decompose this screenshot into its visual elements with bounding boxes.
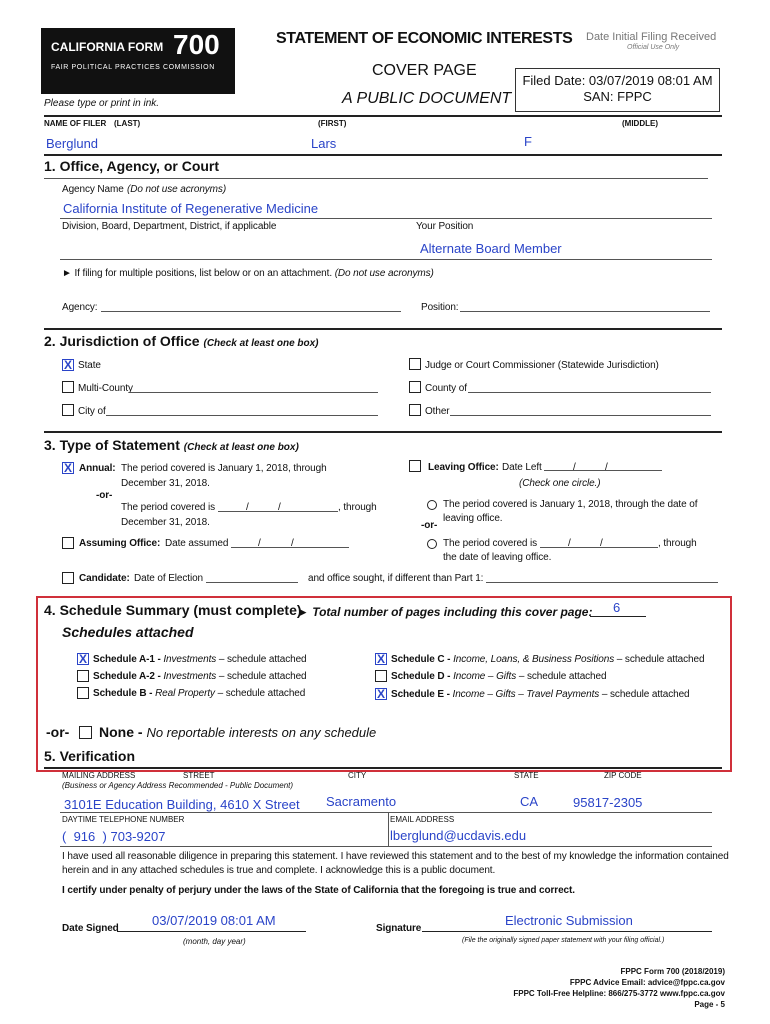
period-through: , through [338,502,377,513]
page-title: STATEMENT OF ECONOMIC INTERESTS [276,30,573,47]
annual-text2: December 31, 2018. [121,478,210,489]
leave-option1-radio[interactable] [427,500,437,510]
period-slash-2: / [278,502,281,513]
zip-field[interactable]: 95817-2305 [573,795,643,810]
total-pages-value[interactable]: 6 [613,600,621,615]
section2-divider [44,431,722,433]
leave-option2-radio[interactable] [427,539,437,549]
period-slash-1: / [246,502,249,513]
position-field[interactable]: Alternate Board Member [420,241,562,256]
leave-option2-text: The period covered is [443,538,538,549]
schedule-d-checkbox[interactable] [375,670,387,682]
leave-or: -or- [421,520,438,531]
date-assumed-field[interactable] [231,547,349,548]
leave-option1-text2: leaving office. [443,513,503,524]
signature-line [422,931,712,932]
official-use-label: Official Use Only [627,44,680,51]
other-label: Other [425,406,450,417]
agency2-field[interactable] [101,311,401,312]
multiple-positions-note: ► If filing for multiple positions, list below or on an attachment. (Do not use acronyms) [62,268,434,279]
date-format-note: (month, day year) [183,937,246,946]
position2-label: Position: [421,302,459,313]
signature-note: (File the originally signed paper statement with your filing official.) [462,937,665,944]
section1-divider [44,328,722,330]
agency-name-label: Agency Name [62,184,124,195]
footer-advice-email: FPPC Advice Email: advice@fppc.ca.gov [569,978,725,987]
filer-last-name[interactable]: Berglund [46,136,99,151]
leaving-office-checkbox[interactable] [409,460,421,472]
city-label: City of [78,406,106,417]
date-signed-field[interactable]: 03/07/2019 08:01 AM [152,913,276,928]
state-label: State [78,360,101,371]
division-label: Division, Board, Department, District, if applicable [62,221,277,232]
form-logo [41,28,235,94]
city-label: CITY [348,771,367,780]
agency2-label: Agency: [62,302,98,313]
candidate-checkbox[interactable] [62,572,74,584]
section3-heading: 3. Type of Statement (Check at least one box) [44,437,299,453]
certify-text: I certify under penalty of perjury under the laws of the State of California that the foregoing is true and correct. [62,885,575,896]
last-name-label: (LAST) [114,119,141,128]
agency-line [60,218,712,219]
address-line [60,812,712,813]
section4-heading: 4. Schedule Summary (must complete) [44,602,302,618]
election-date-field[interactable] [206,582,298,583]
check-one-circle: (Check one circle.) [519,478,601,489]
period-dec31: December 31, 2018. [121,517,210,528]
schedule-c-checkbox[interactable]: X [376,652,385,666]
judge-checkbox[interactable] [409,358,421,370]
leave-option2-field[interactable] [540,547,658,548]
business-address-note: (Business or Agency Address Recommended - Public Document) [62,781,294,790]
filer-first-name[interactable]: Lars [311,136,337,151]
annual-checkbox[interactable]: X [63,461,72,475]
office-sought-label: and office sought, if different than Part 1: [308,573,484,584]
assuming-office-checkbox[interactable] [62,537,74,549]
signature-field[interactable]: Electronic Submission [505,913,633,928]
date-left-label: Date Left [502,462,542,473]
assumed-slash-1: / [258,538,261,549]
public-document-title: A PUBLIC DOCUMENT [342,90,512,107]
zip-label: ZIP CODE [604,771,642,780]
city-field[interactable] [106,415,378,416]
footer-form-id: FPPC Form 700 (2018/2019) [620,967,725,976]
office-sought-field[interactable] [486,582,718,583]
footer-helpline: FPPC Toll-Free Helpline: 866/275-3772 www.fppc.ca.gov [513,989,725,998]
section5-rule [44,767,722,769]
city-checkbox[interactable] [62,404,74,416]
leave2-slash-1: / [568,538,571,549]
other-checkbox[interactable] [409,404,421,416]
state-checkbox[interactable]: X [63,358,72,372]
phone-label: DAYTIME TELEPHONE NUMBER [62,815,185,824]
multi-county-line [130,392,378,393]
cover-page-title: COVER PAGE [372,62,477,79]
total-pages-label: ► Total number of pages including this cover page: [297,605,593,619]
section2-heading: 2. Jurisdiction of Office (Check at least one box) [44,333,319,349]
date-received-label: Date Initial Filing Received [586,31,717,43]
county-field[interactable] [468,392,711,393]
diligence-text2: herein and in any attached schedules is true and complete. I acknowledge this is a public document. [62,865,496,876]
judge-label: Judge or Court Commissioner (Statewide Jurisdiction) [425,360,659,371]
date-signed-label: Date Signed [62,923,119,934]
position-line [60,259,712,260]
schedule-b-label: Schedule B - Real Property – schedule attached [93,688,306,699]
leave-option2-text3: the date of leaving office. [443,552,552,563]
left-slash-1: / [573,462,576,473]
diligence-text: I have used all reasonable diligence in preparing this statement. I have reviewed this statement and to the best of my knowledge the information contained [62,851,729,862]
total-pages-line [590,616,646,617]
leave-option1-text: The period covered is January 1, 2018, through the date of [443,499,698,510]
filer-middle-name[interactable]: F [524,134,532,149]
schedule-c-label: Schedule C - Income, Loans, & Business Positions – schedule attached [391,654,705,665]
county-label: County of [425,383,467,394]
phone-field[interactable]: ( 916 ) 703-9207 [62,829,166,844]
assuming-office-label: Assuming Office: [79,538,161,549]
period-text: The period covered is [121,502,216,513]
header-divider [44,115,722,117]
schedule-a1-label: Schedule A-1 - Investments – schedule attached [93,654,307,665]
filed-date: Filed Date: 03/07/2019 08:01 AM [522,73,713,88]
mailing-address-label: MAILING ADDRESS [62,771,136,780]
county-checkbox[interactable] [409,381,421,393]
annual-text: The period covered is January 1, 2018, through [121,463,327,474]
candidate-label: Candidate: [79,573,130,584]
schedule-d-label: Schedule D - Income – Gifts – schedule attached [391,671,607,682]
leave2-slash-2: / [600,538,603,549]
email-field[interactable]: lberglund@ucdavis.edu [390,828,527,843]
other-field[interactable] [450,415,711,416]
email-label: EMAIL ADDRESS [390,815,455,824]
filer-divider [44,154,722,156]
schedule-a2-checkbox[interactable] [77,670,89,682]
schedule-e-checkbox[interactable]: X [376,687,385,701]
footer [513,966,725,1010]
state-label: STATE [514,771,539,780]
filed-date-box [515,68,720,112]
section1-rule [44,178,708,179]
agency-name-note: (Do not use acronyms) [127,184,227,195]
filer-name-label: NAME OF FILER [44,119,107,128]
position2-field[interactable] [460,311,710,312]
section5-heading: 5. Verification [44,748,136,764]
annual-or: -or- [96,490,113,501]
none-label: None - No reportable interests on any schedule [99,724,377,740]
assumed-slash-2: / [291,538,294,549]
none-or: -or- [46,724,70,740]
commission-name: FAIR POLITICAL PRACTICES COMMISSION [51,64,215,71]
schedule-a1-checkbox[interactable]: X [78,652,87,666]
leave-option2-through: , through [658,538,697,549]
section1-heading: 1. Office, Agency, or Court [44,158,220,174]
schedule-e-label: Schedule E - Income – Gifts – Travel Payments – schedule attached [391,689,690,700]
agency-name-field[interactable]: California Institute of Regenerative Medicine [63,201,319,216]
schedule-summary-highlight [36,596,732,772]
multi-county-checkbox[interactable] [62,381,74,393]
san-number: SAN: FPPC [583,89,652,104]
election-date-label: Date of Election [134,573,203,584]
date-signed-line [117,931,306,932]
form-label: CALIFORNIA FORM [51,40,164,54]
footer-page-number: Page - 5 [694,1000,725,1009]
schedule-b-checkbox[interactable] [77,687,89,699]
city-field[interactable]: Sacramento [326,794,397,809]
form-number: 700 [173,29,220,60]
phone-line [60,846,712,847]
street-label: STREET [183,771,215,780]
ink-instruction: Please type or print in ink. [44,98,160,109]
date-left-field[interactable] [544,470,662,471]
signature-label: Signature [376,923,422,934]
position-label: Your Position [416,221,474,232]
phone-email-divider [388,812,389,846]
first-name-label: (FIRST) [318,119,347,128]
date-assumed-label: Date assumed [165,538,229,549]
schedules-attached-heading: Schedules attached [62,624,194,640]
middle-name-label: (MIDDLE) [622,119,658,128]
street-field[interactable]: 3101E Education Building, 4610 X Street [64,797,300,812]
leaving-office-label: Leaving Office: [428,462,499,473]
none-checkbox[interactable] [79,726,92,739]
annual-label: Annual: [79,463,116,474]
left-slash-2: / [605,462,608,473]
multi-county-label: Multi-County [78,383,133,394]
schedule-a2-label: Schedule A-2 - Investments – schedule attached [93,671,307,682]
state-field[interactable]: CA [520,794,539,809]
